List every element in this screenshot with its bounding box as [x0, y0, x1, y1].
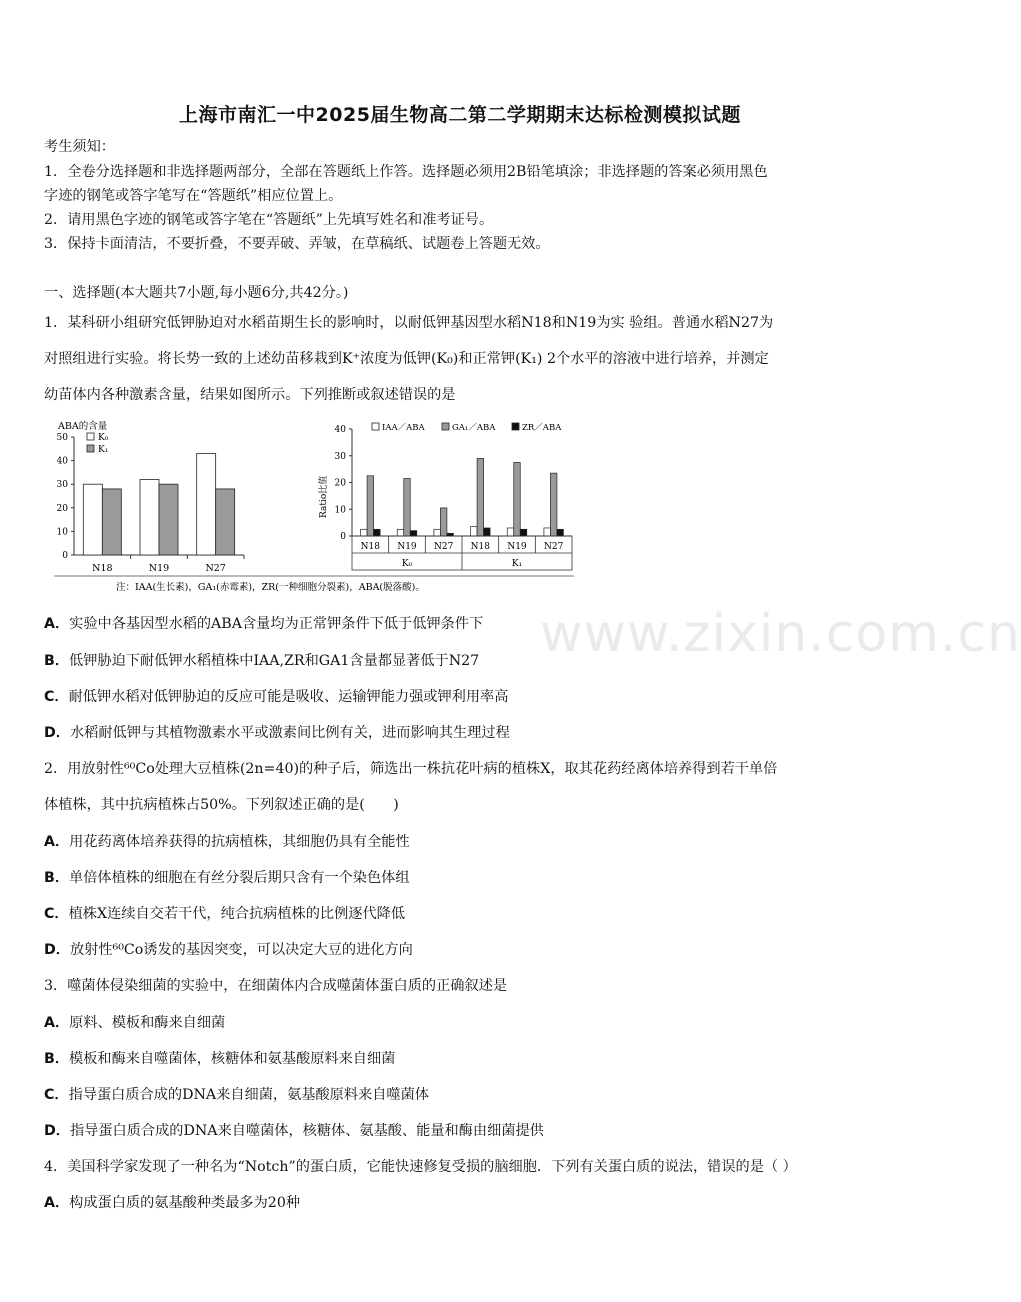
- option-text: 放射性⁶⁰Co诱发的基因突变，可以决定大豆的进化方向: [69, 942, 413, 958]
- bar: [83, 484, 102, 555]
- legend-swatch: [87, 433, 94, 440]
- bar: [520, 529, 527, 536]
- legend-label: K₁: [98, 445, 109, 455]
- y-tick-label: 10: [56, 527, 68, 538]
- bar: [102, 489, 121, 555]
- option-c[interactable]: [44, 1085, 429, 1105]
- bar: [434, 529, 441, 536]
- option-label: A．: [44, 834, 70, 850]
- y-tick-label: 40: [56, 456, 68, 467]
- group-label: K₁: [511, 559, 523, 569]
- option-text: 指导蛋白质合成的DNA来自噬菌体，核糖体、氨基酸、能量和酶由细菌提供: [69, 1123, 544, 1139]
- x-tick-label: N18: [92, 563, 113, 574]
- option-label: C．: [44, 689, 69, 705]
- question-1-stem: 1．某科研小组研究低钾胁迫对水稻苗期生长的影响时，以耐低钾基因型水稻N18和N19为实 验组。普通水稻N27为: [44, 315, 774, 331]
- option-label: D．: [44, 942, 70, 958]
- option-label: D．: [44, 725, 70, 741]
- bar: [440, 508, 447, 536]
- x-tick-label: N18: [360, 542, 380, 552]
- x-tick-label: N27: [205, 563, 226, 574]
- bar: [544, 528, 551, 536]
- y-tick-label: 20: [334, 478, 346, 489]
- bar: [410, 531, 417, 536]
- notice-item: 3．保持卡面清洁，不要折叠，不要弄破、弄皱，在草稿纸、试题卷上答题无效。: [44, 236, 550, 252]
- option-d[interactable]: [44, 1121, 544, 1141]
- chart-title: ABA的含量: [58, 421, 108, 432]
- option-text: 水稻耐低钾与其植物激素水平或激素间比例有关，进而影响其生理过程: [69, 725, 510, 741]
- option-label: C．: [44, 1087, 69, 1103]
- option-text: 低钾胁迫下耐低钾水稻植株中IAA,ZR和GA1含量都显著低于N27: [69, 653, 480, 669]
- legend-label: GA₁／ABA: [452, 423, 496, 433]
- bar: [484, 528, 491, 536]
- bar: [159, 484, 178, 555]
- bar: [557, 529, 564, 536]
- option-text: 构成蛋白质的氨基酸种类最多为20种: [69, 1195, 301, 1211]
- option-text: 植株X连续自交若干代，纯合抗病植株的比例逐代降低: [68, 906, 406, 922]
- group-label: K₀: [401, 559, 413, 569]
- bar: [140, 479, 159, 555]
- option-d[interactable]: [44, 723, 510, 743]
- page-title: 上海市南汇一中2025届生物高二第二学期期末达标检测模拟试题: [179, 104, 741, 126]
- y-tick-label: 0: [340, 532, 346, 542]
- option-label: C．: [44, 906, 69, 922]
- bar: [550, 473, 557, 536]
- y-tick-label: 30: [334, 451, 346, 462]
- question-1-stem: 对照组进行实验。将长势一致的上述幼苗移栽到K⁺浓度为低钾(K₀)和正常钾(K₁) 2个水平的溶液中进行培养，并测定: [44, 351, 769, 367]
- option-label: D．: [44, 1123, 70, 1139]
- legend-swatch: [87, 445, 94, 452]
- y-tick-label: 10: [334, 505, 346, 516]
- option-a[interactable]: [44, 1193, 300, 1213]
- hormone-charts: [54, 418, 574, 596]
- option-text: 单倍体植株的细胞在有丝分裂后期只含有一个染色体组: [69, 870, 410, 886]
- x-tick-label: N19: [397, 542, 417, 552]
- option-a[interactable]: [44, 614, 483, 634]
- y-tick-label: 20: [56, 503, 68, 514]
- option-label: B．: [44, 1051, 70, 1067]
- legend-label: ZR／ABA: [522, 423, 562, 433]
- question-3-stem: 3．噬菌体侵染细菌的实验中，在细菌体内合成噬菌体蛋白质的正确叙述是: [44, 978, 508, 994]
- x-tick-label: N18: [470, 542, 490, 552]
- question-2-stem: 2．用放射性⁶⁰Co处理大豆植株(2n=40)的种子后，筛选出一株抗花叶病的植株X，取其花药经离体培养得到若干单倍: [44, 761, 778, 777]
- x-tick-label: N27: [434, 542, 454, 552]
- option-label: A．: [44, 1195, 70, 1211]
- x-tick-label: N27: [544, 542, 564, 552]
- option-label: B．: [44, 870, 70, 886]
- y-tick-label: 0: [62, 551, 68, 561]
- y-tick-label: 50: [56, 433, 68, 443]
- option-text: 模板和酶来自噬菌体，核糖体和氨基酸原料来自细菌: [69, 1051, 396, 1067]
- option-text: 指导蛋白质合成的DNA来自细菌，氨基酸原料来自噬菌体: [68, 1087, 429, 1103]
- bar: [477, 458, 484, 536]
- x-tick-label: N19: [148, 563, 170, 574]
- option-label: B．: [44, 653, 70, 669]
- y-tick-label: 30: [56, 480, 68, 491]
- legend-swatch: [512, 423, 519, 430]
- bar: [367, 476, 374, 536]
- question-1-stem: 幼苗体内各种激素含量，结果如图所示。下列推断或叙述错误的是: [44, 387, 456, 403]
- option-text: 实验中各基因型水稻的ABA含量均为正常钾条件下低于低钾条件下: [69, 616, 484, 632]
- bar: [361, 529, 368, 536]
- bar: [404, 478, 411, 536]
- legend-swatch: [442, 423, 449, 430]
- section-heading: 一、选择题(本大题共7小题,每小题6分,共42分。): [44, 285, 349, 301]
- option-label: A．: [44, 616, 70, 632]
- chart-note: 注：IAA(生长素)，GA₁(赤霉素)，ZR(一种细胞分裂素)，ABA(脱落酸)。: [116, 582, 425, 593]
- notice-heading: 考生须知：: [44, 139, 115, 155]
- bar: [374, 529, 381, 536]
- bar: [447, 533, 454, 536]
- option-c[interactable]: [44, 687, 508, 707]
- notice-item: 1．全卷分选择题和非选择题两部分，全部在答题纸上作答。选择题必须用2B铅笔填涂；非选择题的答案必须用黑色: [44, 164, 768, 180]
- option-text: 耐低钾水稻对低钾胁迫的反应可能是吸收、运输钾能力强或钾利用率高: [68, 689, 509, 705]
- option-d[interactable]: [44, 940, 413, 960]
- watermark: www.zixin.com.cn: [540, 604, 1021, 664]
- option-b[interactable]: [44, 868, 410, 888]
- bar: [216, 489, 235, 555]
- option-c[interactable]: [44, 904, 405, 924]
- bar: [507, 528, 514, 536]
- bar: [397, 529, 404, 536]
- question-2-stem: 体植株，其中抗病植株占50%。下列叙述正确的是( ): [44, 797, 399, 813]
- y-tick-label: 40: [334, 425, 346, 435]
- legend-label: K₀: [98, 433, 109, 443]
- option-text: 用花药离体培养获得的抗病植株，其细胞仍具有全能性: [69, 834, 410, 850]
- x-tick-label: N19: [507, 542, 527, 552]
- option-b[interactable]: [44, 651, 479, 671]
- bar: [471, 527, 478, 536]
- notice-item: 2．请用黑色字迹的钢笔或答字笔在“答题纸”上先填写姓名和准考证号。: [44, 212, 494, 228]
- notice-item: 字迹的钢笔或答字笔写在“答题纸”相应位置上。: [44, 188, 343, 204]
- option-label: A．: [44, 1015, 70, 1031]
- question-4-stem: 4．美国科学家发现了一种名为“Notch”的蛋白质，它能快速修复受损的脑细胞．下列有关蛋白质的说法，错误的是（ ）: [44, 1159, 797, 1175]
- y-axis-title: Ratio比值: [319, 475, 329, 518]
- option-b[interactable]: [44, 1049, 395, 1069]
- legend-label: IAA／ABA: [382, 423, 425, 433]
- option-a[interactable]: [44, 832, 410, 852]
- option-text: 原料、模板和酶来自细菌: [69, 1015, 226, 1031]
- option-a[interactable]: [44, 1013, 225, 1033]
- legend-swatch: [372, 423, 379, 430]
- bar: [197, 454, 216, 555]
- bar: [514, 462, 521, 536]
